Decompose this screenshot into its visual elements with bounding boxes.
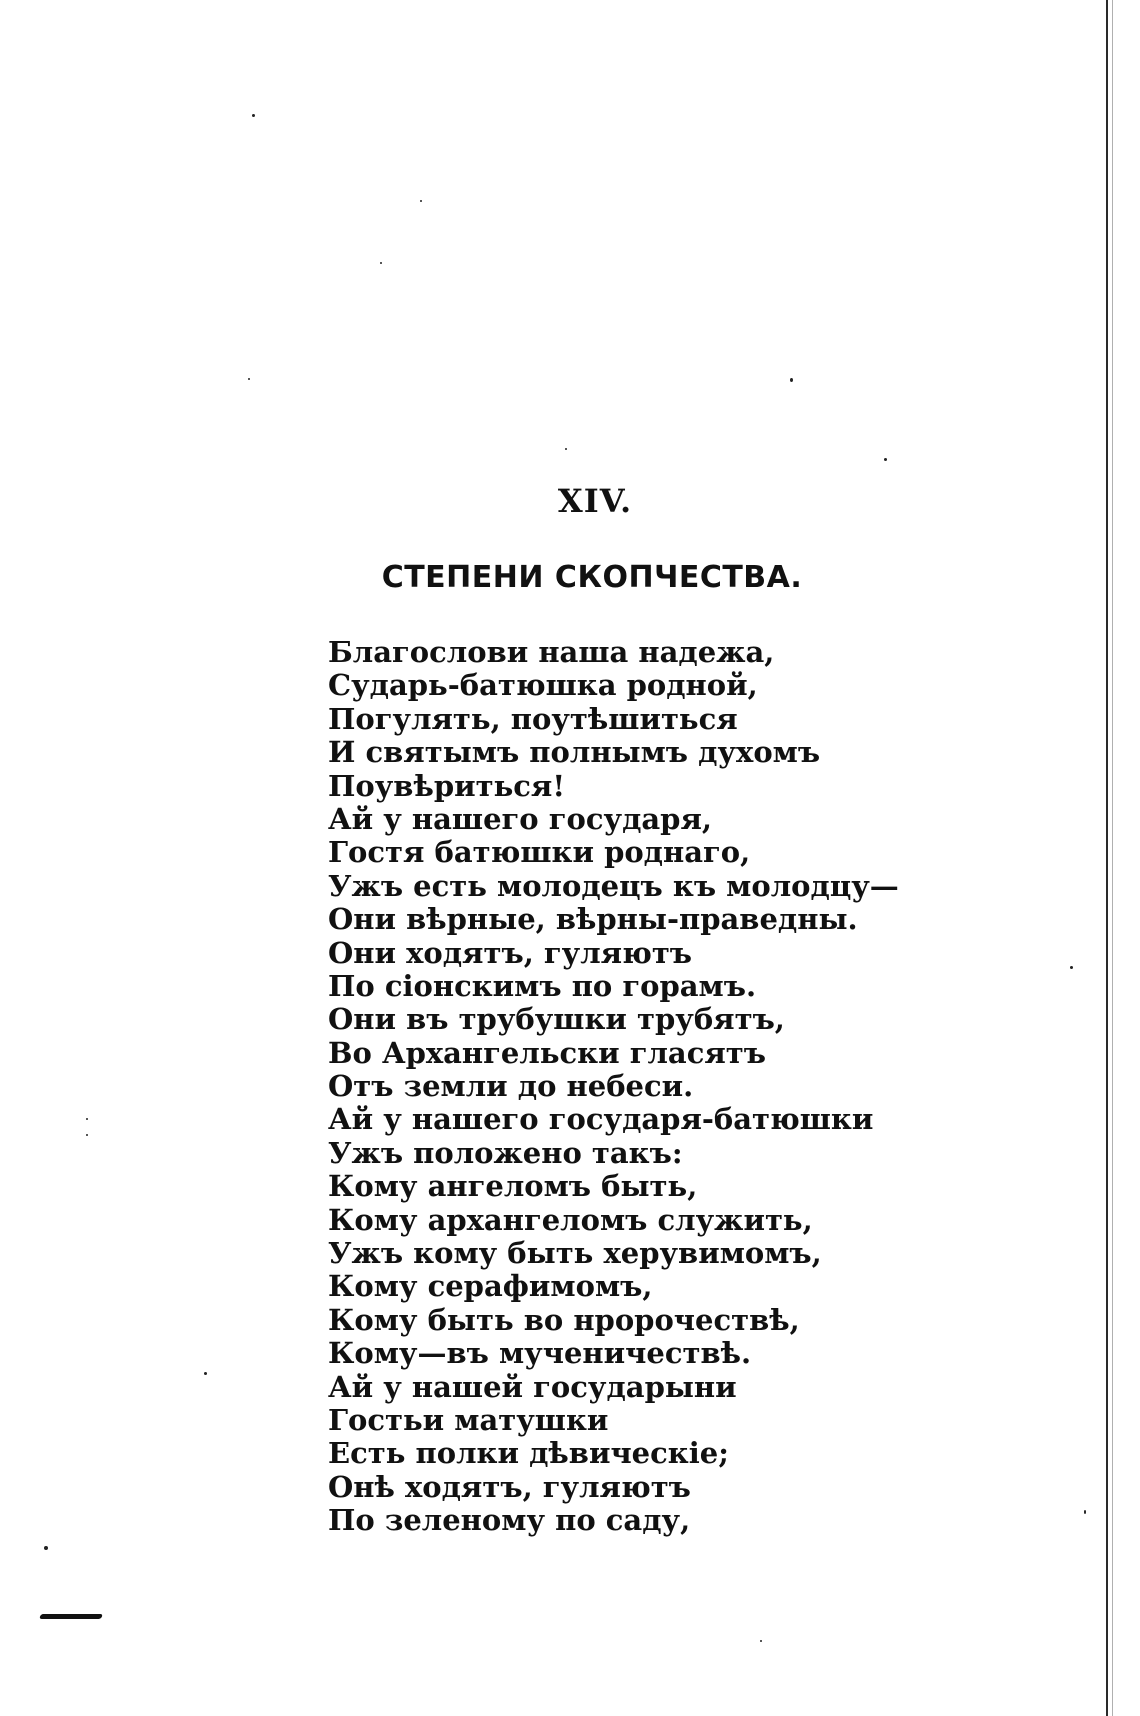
scan-speck <box>44 1546 48 1550</box>
poem-line: Кому архангеломъ служить, <box>328 1202 813 1237</box>
poem-line: Гостьи матушки <box>328 1402 609 1437</box>
poem-line: Поувѣриться! <box>328 768 566 803</box>
poem-line: Гостя батюшки роднаго, <box>328 835 751 870</box>
poem-line: Во Архангельски гласятъ <box>328 1035 767 1070</box>
scan-speck <box>380 262 382 264</box>
poem-line: Ай у нашего государя-батюшки <box>328 1102 874 1137</box>
poem-line: Кому серафимомъ, <box>328 1269 653 1304</box>
poem-line: Ай у нашего государя, <box>328 801 712 836</box>
poem-line: И святымъ полнымъ духомъ <box>328 735 821 770</box>
poem-line: Ай у нашей государыни <box>328 1369 737 1404</box>
scan-ink-mark <box>39 1614 103 1619</box>
scan-speck <box>565 448 567 450</box>
page-edge-shadow <box>1112 0 1113 1716</box>
poem-line: Ужъ положено такъ: <box>328 1135 683 1170</box>
poem-line: По сіонскимъ по горамъ. <box>328 968 757 1003</box>
scan-speck <box>420 200 422 202</box>
poem-line: По зеленому по саду, <box>328 1503 691 1538</box>
poem-line: Есть полки дѣвическіе; <box>328 1436 729 1471</box>
poem-title: СТЕПЕНИ СКОПЧЕСТВА. <box>381 560 803 595</box>
poem-line: Кому—въ мученичествѣ. <box>328 1336 752 1371</box>
section-number: XIV. <box>557 482 633 520</box>
scan-speck <box>86 1134 88 1136</box>
poem-line: Кому ангеломъ быть, <box>328 1169 698 1204</box>
poem-line: Онѣ ходятъ, гуляютъ <box>328 1469 691 1504</box>
poem-line: Погулять, поутѣшиться <box>328 701 738 736</box>
poem-line: Ужъ кому быть херувимомъ, <box>328 1236 822 1271</box>
page-edge-line <box>1106 0 1108 1716</box>
poem-line: Благослови наша надежа, <box>328 635 775 669</box>
scan-speck <box>252 114 255 117</box>
scan-speck <box>790 378 793 382</box>
scan-speck <box>86 1118 88 1120</box>
poem-line: Они ходятъ, гуляютъ <box>328 935 693 970</box>
scan-speck <box>760 1640 762 1642</box>
poem-body <box>328 636 899 1538</box>
scan-speck <box>1084 1510 1086 1514</box>
scan-speck <box>1070 966 1073 969</box>
poem-line: Они въ трубушки трубятъ, <box>328 1002 785 1037</box>
scan-speck <box>884 458 887 461</box>
poem-line: Отъ земли до небеси. <box>328 1069 694 1104</box>
poem-line: Они вѣрные, вѣрны-праведны. <box>328 902 858 937</box>
poem-line: Сударь-батюшка родной, <box>328 668 758 703</box>
scan-speck <box>248 378 250 380</box>
scan-speck <box>204 1372 207 1375</box>
poem-line: Кому быть во нророчествѣ, <box>328 1302 800 1337</box>
poem-line: Ужъ есть молодецъ къ молодцу— <box>328 868 899 903</box>
